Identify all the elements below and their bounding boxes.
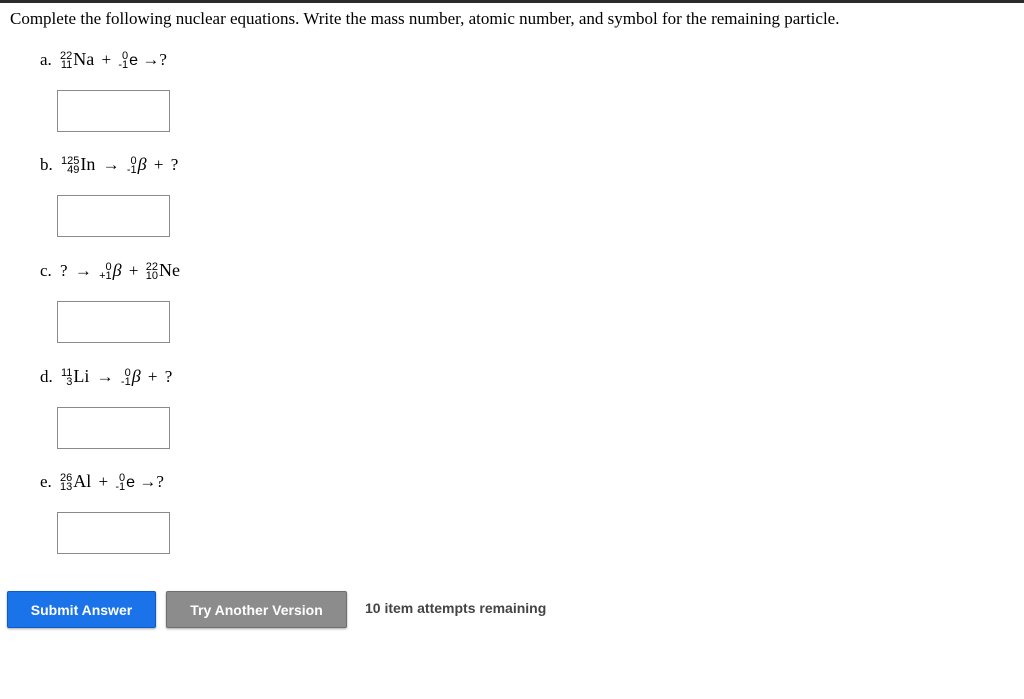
element-symbol: Al [73,471,92,491]
nuclide-notation: 22 11 [60,50,73,72]
plus-sign: + [98,472,109,491]
particle-symbol: e [126,474,136,491]
plus-sign: + [153,155,164,174]
question-letter: c. [40,261,52,280]
answer-input-a[interactable] [57,90,170,132]
element-symbol: Li [73,366,90,386]
question-letter: b. [40,155,53,174]
nuclide-notation: 0 -1 [115,472,126,494]
nuclide-notation: 26 13 [60,472,73,494]
particle-symbol: e [129,52,139,69]
question-letter: e. [40,472,52,491]
try-another-version-button[interactable]: Try Another Version [166,591,347,628]
question-e [40,471,164,493]
unknown-mark: ? [164,367,173,386]
arrow-icon: → [102,155,120,174]
nuclide-notation: 0 +1 [99,261,112,283]
particle-symbol: β [137,154,147,174]
instructions-text: Complete the following nuclear equations. Write the mass number, atomic number, and symbol for the remaining particle. [10,9,840,28]
unknown-mark: ? [170,155,179,174]
answer-input-e[interactable] [57,512,170,554]
unknown-mark: ? [159,50,167,69]
nuclide-notation: 11 3 [61,367,73,389]
particle-symbol: β [112,260,122,280]
nuclide-notation: 0 -1 [126,155,137,177]
element-symbol: Na [73,49,95,69]
question-a [40,49,167,71]
question-b [40,154,178,175]
submit-answer-button[interactable]: Submit Answer [7,591,156,628]
unknown-mark: ? [60,261,68,280]
element-symbol: In [80,154,96,174]
nuclide-notation: 125 49 [61,155,80,177]
unknown-mark: ? [156,472,164,491]
answer-input-b[interactable] [57,195,170,237]
arrow-icon: → [74,261,92,280]
attempts-remaining-text: 10 item attempts remaining [365,600,547,616]
question-letter: d. [40,367,53,386]
arrow-icon: → [96,367,114,386]
question-c [40,260,180,281]
plus-sign: + [147,367,158,386]
particle-symbol: β [131,366,141,386]
arrow-icon: → [139,472,157,491]
plus-sign: + [101,50,112,69]
answer-input-d[interactable] [57,407,170,449]
question-d [40,366,172,387]
plus-sign: + [128,261,139,280]
element-symbol: Ne [158,260,180,280]
nuclide-notation: 22 10 [145,261,158,283]
top-border [0,0,1024,3]
nuclide-notation: 0 -1 [118,50,129,72]
answer-input-c[interactable] [57,301,170,343]
nuclide-notation: 0 -1 [120,367,131,389]
question-letter: a. [40,50,52,69]
arrow-icon: → [142,50,160,69]
